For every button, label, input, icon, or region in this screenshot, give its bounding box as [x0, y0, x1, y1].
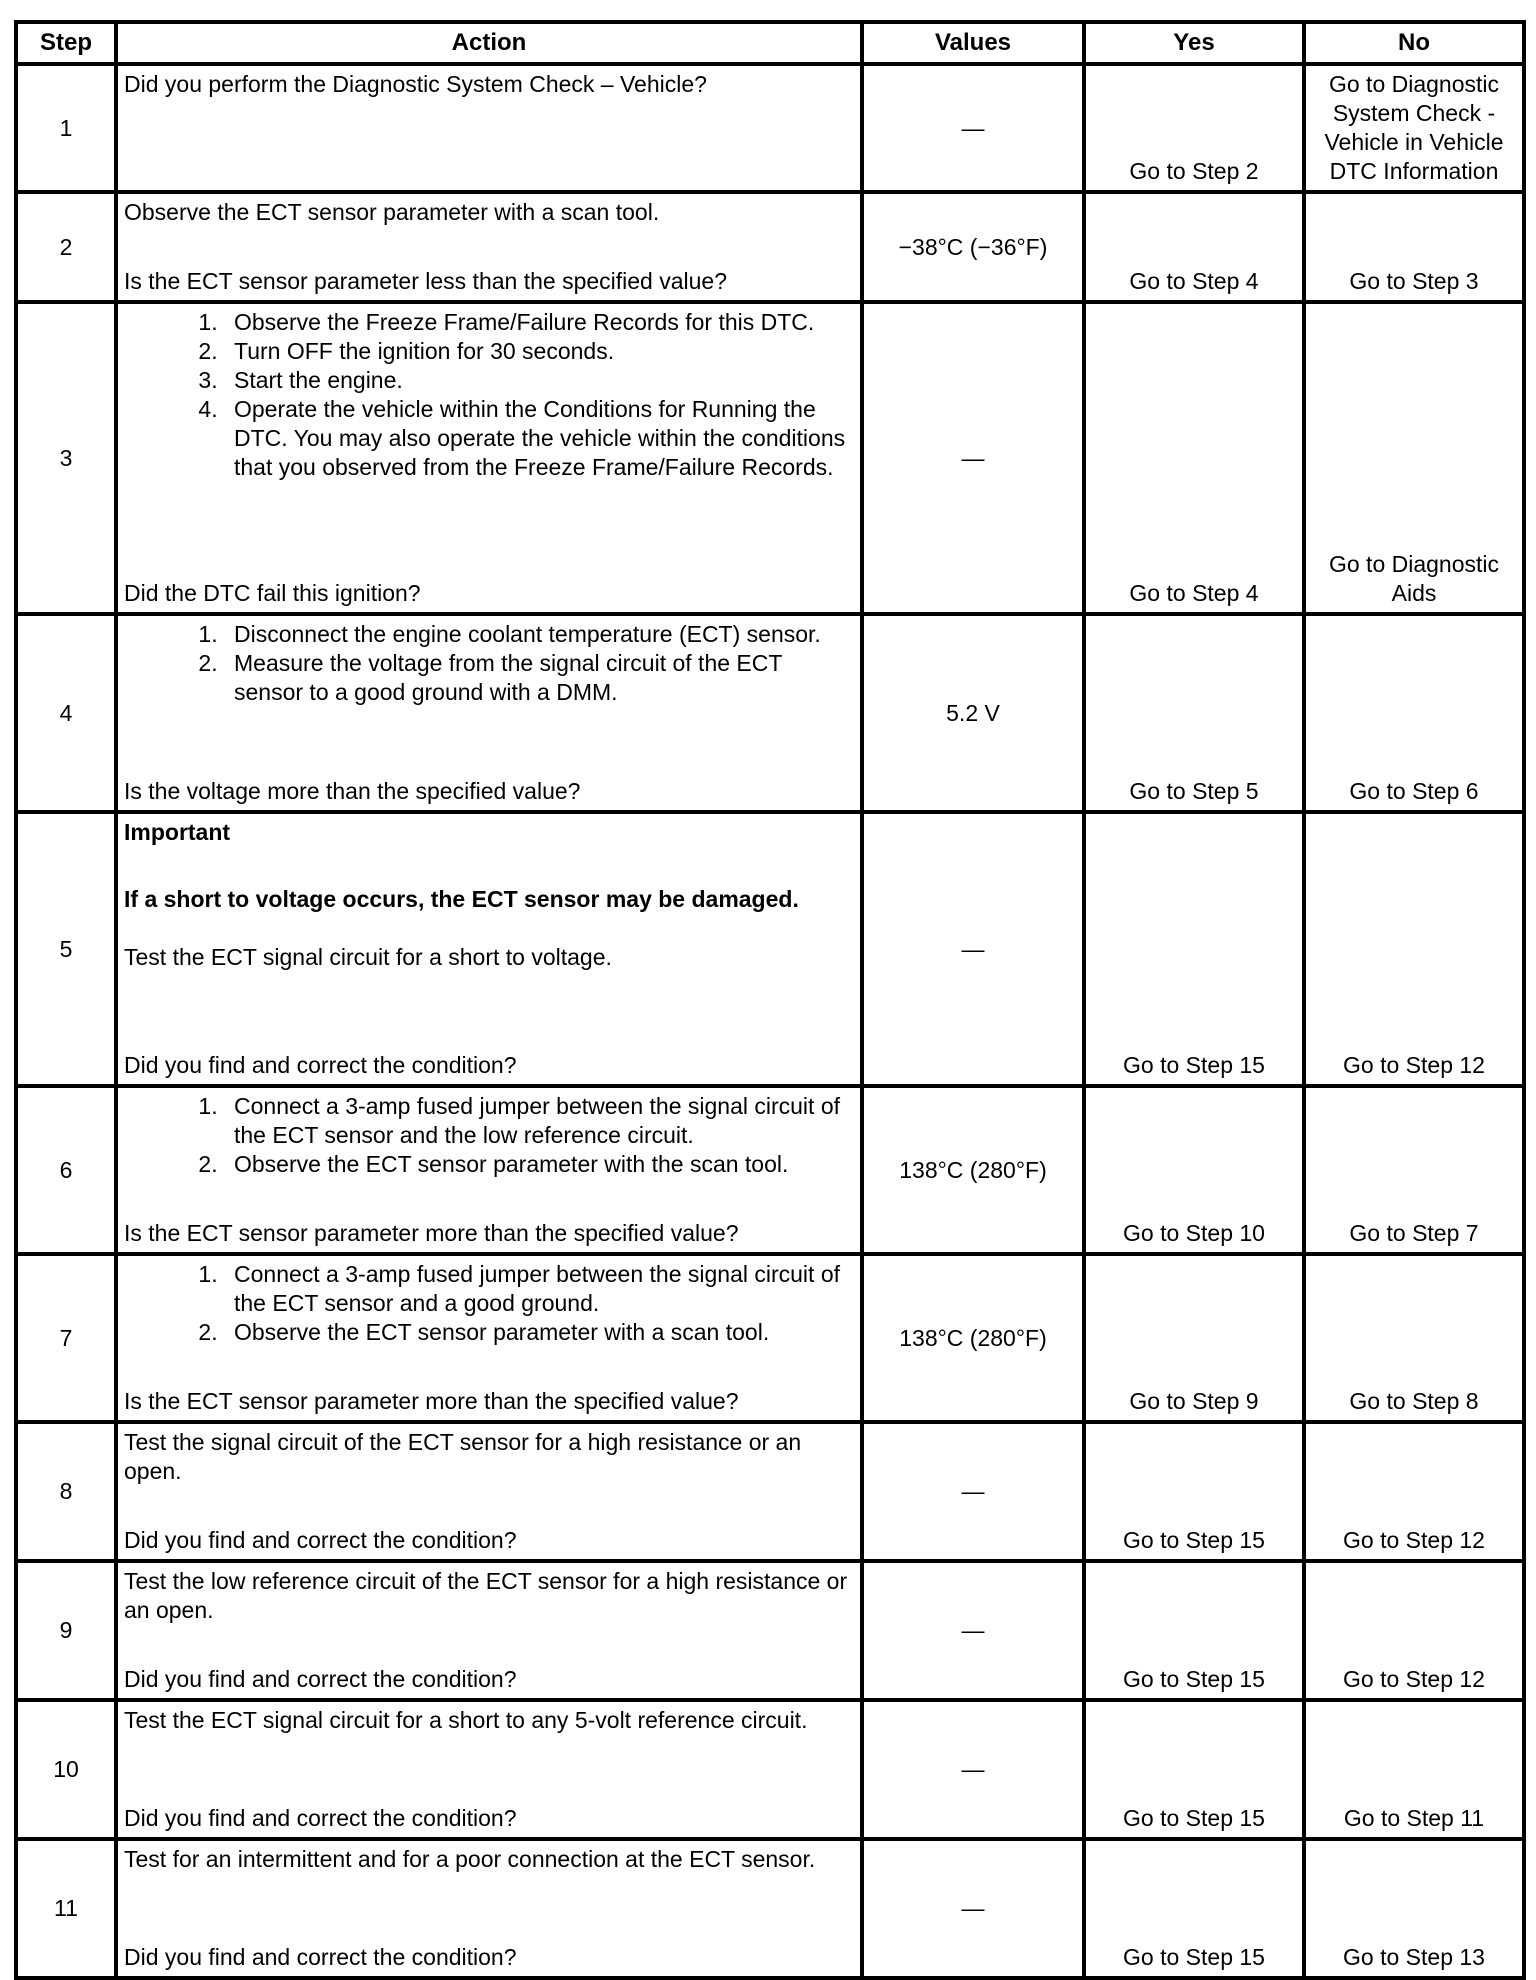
- no-cell: Go to Step 7: [1304, 1086, 1524, 1254]
- action-question: Did you find and correct the condition?: [124, 1527, 517, 1553]
- action-question: Is the ECT sensor parameter more than the specified value?: [124, 1220, 739, 1246]
- action-question: Is the ECT sensor parameter more than the specified value?: [124, 1388, 739, 1414]
- table-row: [16, 1561, 1524, 1700]
- step-number: 7: [16, 1254, 116, 1422]
- action-step-item: 1. Observe the Freeze Frame/Failure Records for this DTC.: [224, 308, 854, 337]
- header-row: [16, 22, 1524, 64]
- value-cell: —: [862, 1700, 1084, 1839]
- action-steps: [124, 620, 854, 707]
- action-cell: [116, 192, 862, 302]
- action-question: Did you find and correct the condition?: [124, 1805, 517, 1831]
- no-cell: Go to Step 6: [1304, 614, 1524, 812]
- header-yes: Yes: [1084, 22, 1304, 64]
- step-number: 11: [16, 1839, 116, 1978]
- value-cell: −38°C (−36°F): [862, 192, 1084, 302]
- value-cell: —: [862, 64, 1084, 192]
- no-cell: Go to Step 12: [1304, 1422, 1524, 1561]
- value-cell: —: [862, 1561, 1084, 1700]
- action-step-item: 2. Observe the ECT sensor parameter with a scan tool.: [224, 1318, 854, 1347]
- action-step-item: 1. Connect a 3-amp fused jumper between the signal circuit of the ECT sensor and a good ground.: [224, 1260, 854, 1318]
- action-cell: [116, 812, 862, 1086]
- important-note: If a short to voltage occurs, the ECT sensor may be damaged.: [124, 886, 799, 912]
- step-number: 5: [16, 812, 116, 1086]
- value-cell: 5.2 V: [862, 614, 1084, 812]
- table-row: [16, 812, 1524, 1086]
- action-steps: [124, 1092, 854, 1179]
- no-cell: Go to Diagnostic Aids: [1304, 302, 1524, 614]
- action-step-item: 3. Start the engine.: [224, 366, 854, 395]
- action-cell: [116, 614, 862, 812]
- table-row: [16, 192, 1524, 302]
- value-cell: 138°C (280°F): [862, 1086, 1084, 1254]
- action-steps: [124, 1260, 854, 1347]
- table-row: [16, 1086, 1524, 1254]
- action-cell: [116, 302, 862, 614]
- action-cell: [116, 1839, 862, 1978]
- step-number: 4: [16, 614, 116, 812]
- table-row: [16, 1254, 1524, 1422]
- action-text: Did you perform the Diagnostic System Check – Vehicle?: [124, 71, 707, 97]
- action-question: Did you find and correct the condition?: [124, 1666, 517, 1692]
- action-question: Is the ECT sensor parameter less than the specified value?: [124, 268, 728, 294]
- no-cell: Go to Step 3: [1304, 192, 1524, 302]
- action-step-item: 2. Measure the voltage from the signal circuit of the ECT sensor to a good ground with a DMM.: [224, 649, 854, 707]
- step-number: 1: [16, 64, 116, 192]
- no-cell: Go to Step 12: [1304, 812, 1524, 1086]
- yes-cell: Go to Step 15: [1084, 1422, 1304, 1561]
- header-values: Values: [862, 22, 1084, 64]
- yes-cell: Go to Step 15: [1084, 812, 1304, 1086]
- table-row: [16, 302, 1524, 614]
- action-question: Is the voltage more than the specified value?: [124, 778, 581, 804]
- no-cell: Go to Step 13: [1304, 1839, 1524, 1978]
- no-cell: Go to Step 12: [1304, 1561, 1524, 1700]
- step-number: 6: [16, 1086, 116, 1254]
- step-number: 9: [16, 1561, 116, 1700]
- action-text: Test the signal circuit of the ECT sensor for a high resistance or an open.: [124, 1429, 802, 1484]
- no-cell: Go to Diagnostic System Check - Vehicle in Vehicle DTC Information: [1304, 64, 1524, 192]
- header-action: Action: [116, 22, 862, 64]
- table-row: [16, 64, 1524, 192]
- yes-cell: Go to Step 4: [1084, 302, 1304, 614]
- table-row: [16, 1700, 1524, 1839]
- action-cell: [116, 1086, 862, 1254]
- action-question: Did the DTC fail this ignition?: [124, 580, 421, 606]
- value-cell: —: [862, 302, 1084, 614]
- action-step-item: 1. Connect a 3-amp fused jumper between the signal circuit of the ECT sensor and the low reference circuit.: [224, 1092, 854, 1150]
- yes-cell: Go to Step 15: [1084, 1561, 1304, 1700]
- yes-cell: Go to Step 2: [1084, 64, 1304, 192]
- action-step-item: 1. Disconnect the engine coolant temperature (ECT) sensor.: [224, 620, 854, 649]
- diagnostic-table: [14, 20, 1526, 1980]
- value-cell: —: [862, 812, 1084, 1086]
- no-cell: Go to Step 11: [1304, 1700, 1524, 1839]
- yes-cell: Go to Step 4: [1084, 192, 1304, 302]
- table-row: [16, 1839, 1524, 1978]
- important-label: Important: [124, 819, 231, 845]
- yes-cell: Go to Step 9: [1084, 1254, 1304, 1422]
- table-row: [16, 614, 1524, 812]
- action-text: Test the low reference circuit of the ECT sensor for a high resistance or an open.: [124, 1568, 848, 1623]
- action-step-item: 4. Operate the vehicle within the Conditions for Running the DTC. You may also operate the vehicle within the conditions that you observed from the Freeze Frame/Failure Records.: [224, 395, 854, 482]
- action-text: Test for an intermittent and for a poor connection at the ECT sensor.: [124, 1846, 816, 1872]
- action-question: Did you find and correct the condition?: [124, 1052, 517, 1078]
- action-cell: [116, 1561, 862, 1700]
- action-text: Observe the ECT sensor parameter with a scan tool.: [124, 199, 660, 225]
- step-number: 3: [16, 302, 116, 614]
- action-cell: [116, 1700, 862, 1839]
- yes-cell: Go to Step 5: [1084, 614, 1304, 812]
- value-cell: 138°C (280°F): [862, 1254, 1084, 1422]
- yes-cell: Go to Step 15: [1084, 1839, 1304, 1978]
- value-cell: —: [862, 1422, 1084, 1561]
- action-cell: [116, 1254, 862, 1422]
- yes-cell: Go to Step 15: [1084, 1700, 1304, 1839]
- header-step: Step: [16, 22, 116, 64]
- step-number: 2: [16, 192, 116, 302]
- step-number: 8: [16, 1422, 116, 1561]
- action-cell: [116, 64, 862, 192]
- action-cell: [116, 1422, 862, 1561]
- table-row: [16, 1422, 1524, 1561]
- value-cell: —: [862, 1839, 1084, 1978]
- action-step-item: 2. Observe the ECT sensor parameter with the scan tool.: [224, 1150, 854, 1179]
- action-question: Did you find and correct the condition?: [124, 1944, 517, 1970]
- step-number: 10: [16, 1700, 116, 1839]
- action-steps: [124, 308, 854, 482]
- yes-cell: Go to Step 10: [1084, 1086, 1304, 1254]
- header-no: No: [1304, 22, 1524, 64]
- action-text: Test the ECT signal circuit for a short to voltage.: [124, 944, 612, 970]
- action-text: Test the ECT signal circuit for a short to any 5-volt reference circuit.: [124, 1707, 808, 1733]
- no-cell: Go to Step 8: [1304, 1254, 1524, 1422]
- action-step-item: 2. Turn OFF the ignition for 30 seconds.: [224, 337, 854, 366]
